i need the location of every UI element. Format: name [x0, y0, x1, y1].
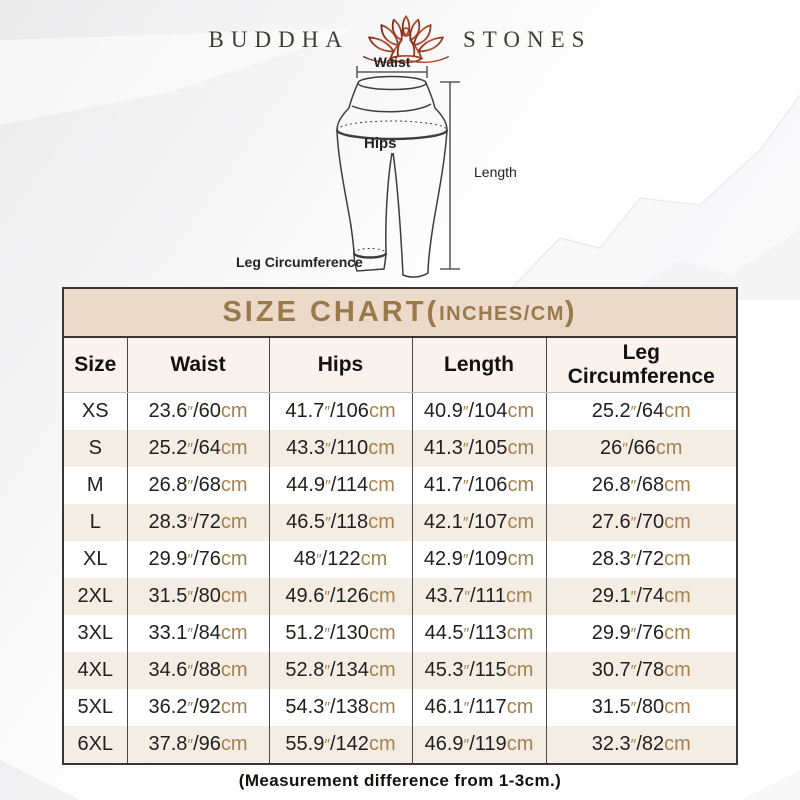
leg-measurement-cell: 31.5″/80cm [546, 689, 736, 726]
hips-measurement-cell: 51.2″/130cm [269, 615, 412, 652]
size-label: 4XL [77, 659, 114, 681]
size-label: XS [81, 400, 109, 422]
col-header-leg-circumference: Leg Circumference [546, 338, 736, 393]
col-header-hips: Hips [269, 338, 412, 393]
leg-measurement-cell: 28.3″/72cm [546, 541, 736, 578]
waist-measurement-cell: 23.6″/60cm [127, 393, 269, 431]
size-label: XL [83, 548, 108, 570]
size-label: 5XL [77, 696, 114, 718]
hips-measurement-cell: 44.9″/114cm [269, 467, 412, 504]
leg-measurement-cell: 27.6″/70cm [546, 504, 736, 541]
col-header-waist: Waist [127, 338, 269, 393]
table-row [64, 467, 736, 504]
diagram-leg-circumference-label: Leg Circumference [236, 254, 363, 270]
title-sub: INCHES/CM [439, 302, 565, 325]
diagram-hips-label: Hips [364, 135, 397, 152]
title-paren-open: ( [426, 296, 440, 328]
col-header-size: Size [64, 338, 127, 393]
table-row [64, 689, 736, 726]
table-row [64, 430, 736, 467]
waist-measurement-cell: 29.9″/76cm [127, 541, 269, 578]
waist-measurement-cell: 37.8″/96cm [127, 726, 269, 763]
length-measurement-cell: 41.3″/105cm [412, 430, 546, 467]
hips-measurement-cell: 48″/122cm [269, 541, 412, 578]
table-row [64, 615, 736, 652]
hips-measurement-cell: 49.6″/126cm [269, 578, 412, 615]
hips-measurement-cell: 43.3″/110cm [269, 430, 412, 467]
length-measurement-cell: 41.7″/106cm [412, 467, 546, 504]
table-row [64, 393, 736, 431]
length-measurement-cell: 44.5″/113cm [412, 615, 546, 652]
waist-measurement-cell: 26.8″/68cm [127, 467, 269, 504]
table-row [64, 652, 736, 689]
table-row [64, 541, 736, 578]
leg-measurement-cell: 30.7″/78cm [546, 652, 736, 689]
length-measurement-cell: 46.1″/117cm [412, 689, 546, 726]
leg-measurement-cell: 25.2″/64cm [546, 393, 736, 431]
hips-measurement-cell: 55.9″/142cm [269, 726, 412, 763]
length-measurement-cell: 43.7″/111cm [412, 578, 546, 615]
leg-measurement-cell: 26.8″/68cm [546, 467, 736, 504]
hips-measurement-cell: 46.5″/118cm [269, 504, 412, 541]
table-row [64, 726, 736, 763]
size-chart-title [64, 289, 736, 338]
waist-measurement-cell: 31.5″/80cm [127, 578, 269, 615]
title-main: SIZE CHART [222, 296, 427, 328]
length-measurement-cell: 42.1″/107cm [412, 504, 546, 541]
diagram-length-label: Length [474, 164, 517, 180]
header-row [64, 338, 736, 393]
hips-measurement-cell: 52.8″/134cm [269, 652, 412, 689]
waist-measurement-cell: 34.6″/88cm [127, 652, 269, 689]
length-measurement-cell: 46.9″/119cm [412, 726, 546, 763]
size-label: 3XL [77, 622, 114, 644]
size-label: 6XL [77, 733, 114, 755]
length-measurement-cell: 45.3″/115cm [412, 652, 546, 689]
hips-measurement-cell: 41.7″/106cm [269, 393, 412, 431]
diagram-waist-label: Waist [373, 54, 411, 70]
leg-measurement-cell: 32.3″/82cm [546, 726, 736, 763]
waist-measurement-cell: 28.3″/72cm [127, 504, 269, 541]
measurements-table [64, 338, 736, 763]
brand-name-left: BUDDHA [208, 27, 349, 52]
waist-measurement-cell: 25.2″/64cm [127, 430, 269, 467]
measurement-footnote: (Measurement difference from 1-3cm.) [238, 771, 562, 790]
waist-measurement-cell: 36.2″/92cm [127, 689, 269, 726]
leg-measurement-cell: 29.9″/76cm [546, 615, 736, 652]
size-chart-table [62, 287, 738, 765]
waist-measurement-cell: 33.1″/84cm [127, 615, 269, 652]
length-measurement-cell: 42.9″/109cm [412, 541, 546, 578]
title-paren-close: ) [564, 296, 578, 328]
table-row [64, 578, 736, 615]
pants-measurement-diagram [230, 56, 542, 290]
size-label: S [88, 437, 102, 459]
size-label: L [89, 511, 101, 533]
leg-measurement-cell: 29.1″/74cm [546, 578, 736, 615]
table-row [64, 504, 736, 541]
leg-measurement-cell: 26″/66cm [546, 430, 736, 467]
size-table-body [64, 393, 736, 764]
col-header-length: Length [412, 338, 546, 393]
size-label: 2XL [77, 585, 114, 607]
hips-measurement-cell: 54.3″/138cm [269, 689, 412, 726]
brand-name-right: STONES [462, 27, 592, 52]
size-label: M [86, 474, 104, 496]
length-measurement-cell: 40.9″/104cm [412, 393, 546, 431]
